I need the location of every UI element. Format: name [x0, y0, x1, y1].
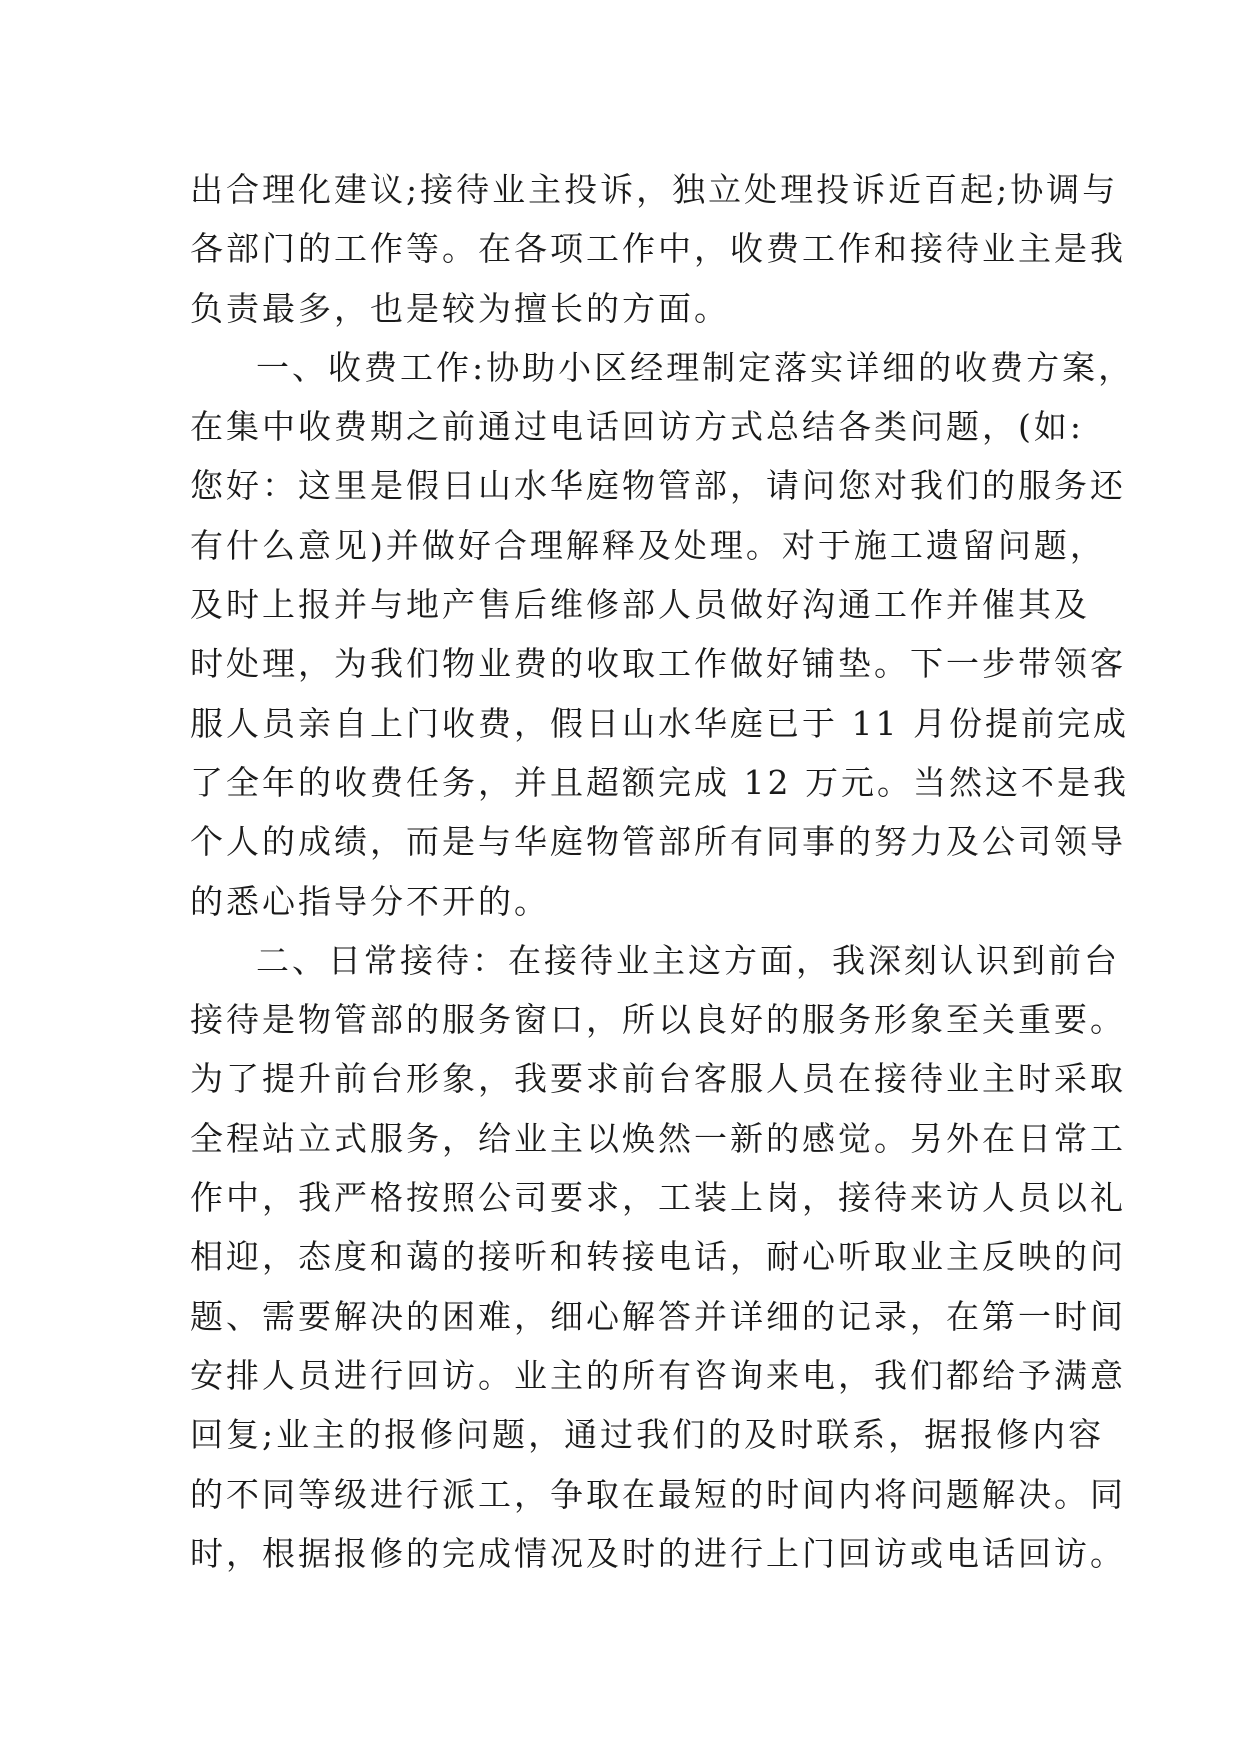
text-line: 个人的成绩，而是与华庭物管部所有同事的努力及公司领导	[190, 822, 1126, 862]
text-line: 您好：这里是假日山水华庭物管部，请问您对我们的服务还	[190, 466, 1126, 506]
text-line: 时处理，为我们物业费的收取工作做好铺垫。下一步带领客	[190, 644, 1126, 684]
text-line: 在集中收费期之前通过电话回访方式总结各类问题，(如:	[190, 407, 1084, 447]
section-heading-line: 二、日常接待：在接待业主这方面，我深刻认识到前台	[256, 940, 1120, 980]
text-line: 负责最多，也是较为擅长的方面。	[190, 288, 730, 328]
text-line: 安排人员进行回访。业主的所有咨询来电，我们都给予满意	[190, 1355, 1126, 1395]
text-line: 服人员亲自上门收费，假日山水华庭已于 11 月份提前完成	[190, 703, 1129, 743]
text-line: 回复;业主的报修问题，通过我们的及时联系，据报修内容	[190, 1415, 1105, 1455]
text-line: 及时上报并与地产售后维修部人员做好沟通工作并催其及	[190, 585, 1090, 625]
section-heading-line: 一、收费工作:协助小区经理制定落实详细的收费方案，	[256, 347, 1135, 387]
text-line: 了全年的收费任务，并且超额完成 12 万元。当然这不是我	[190, 762, 1129, 802]
text-line: 接待是物管部的服务窗口，所以良好的服务形象至关重要。	[190, 1000, 1126, 1040]
text-line: 时，根据报修的完成情况及时的进行上门回访或电话回访。	[190, 1533, 1126, 1573]
text-line: 相迎，态度和蔼的接听和转接电话，耐心听取业主反映的问	[190, 1237, 1126, 1277]
text-line: 各部门的工作等。在各项工作中，收费工作和接待业主是我	[190, 229, 1126, 269]
text-line: 为了提升前台形象，我要求前台客服人员在接待业主时采取	[190, 1059, 1126, 1099]
text-line: 题、需要解决的困难，细心解答并详细的记录，在第一时间	[190, 1296, 1126, 1336]
body-text	[190, 160, 1135, 1583]
text-line: 作中，我严格按照公司要求，工装上岗，接待来访人员以礼	[190, 1178, 1126, 1218]
text-line: 的悉心指导分不开的。	[190, 881, 550, 921]
text-line: 出合理化建议;接待业主投诉，独立处理投诉近百起;协调与	[190, 170, 1119, 209]
text-line: 全程站立式服务，给业主以焕然一新的感觉。另外在日常工	[190, 1118, 1126, 1158]
text-line: 有什么意见)并做好合理解释及处理。对于施工遗留问题，	[190, 525, 1106, 565]
text-line: 的不同等级进行派工，争取在最短的时间内将问题解决。同	[190, 1474, 1126, 1514]
